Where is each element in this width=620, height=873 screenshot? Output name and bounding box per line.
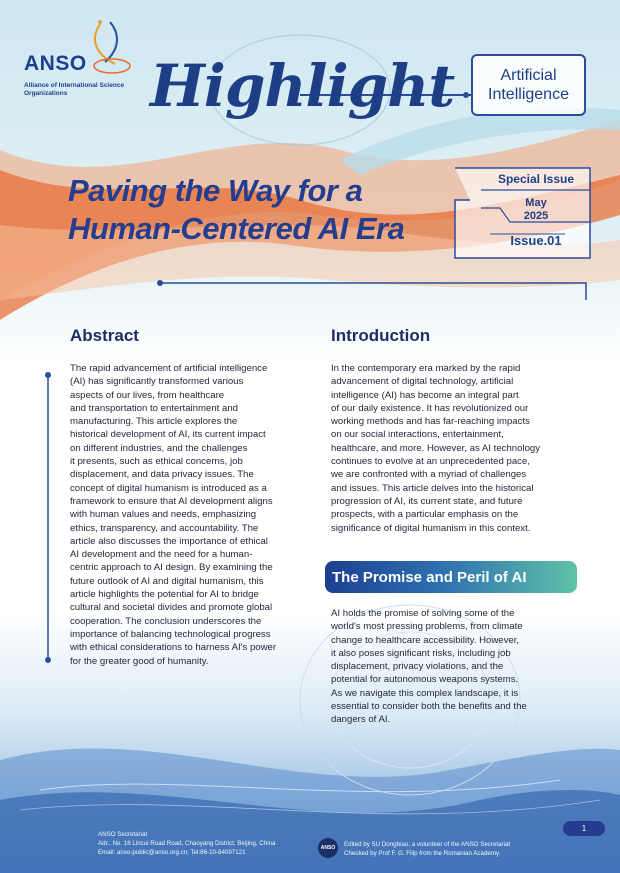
text-line: centric approach to AI design. By examining the <box>70 562 273 574</box>
text-line: aspects of our lives, from healthcare <box>70 389 225 401</box>
footer-credits <box>344 840 510 858</box>
title-line-1: Paving the Way for a <box>68 173 363 208</box>
topic-box <box>471 54 586 116</box>
footer-contact-line: Email: anso-public@anso.org.cn; Tel:86-10-84097121 <box>98 849 246 856</box>
text-line: we are confronted with a myriad of challenges <box>331 469 527 481</box>
topic-line-1: Artificial <box>500 67 557 84</box>
text-line: of our daily existence. It has revolutionized our <box>331 402 529 414</box>
promise-heading: The Promise and Peril of AI <box>332 568 527 586</box>
issue-year: 2025 <box>523 210 549 222</box>
page-number: 1 <box>563 821 605 836</box>
text-line: (AI) has significantly transformed various <box>70 376 244 388</box>
text-line: with ethical considerations to harness AI's power <box>70 642 277 654</box>
text-line: future outlook of AI and digital humanism, this <box>70 575 264 587</box>
footer-editor: Edited by SU Dongbiao, a volunteer of the ANSO Secretariat <box>344 841 511 848</box>
text-line: for the greater good of humanity. <box>70 655 209 667</box>
text-line: AI development and the need for a human- <box>70 549 253 561</box>
text-line: healthcare, and more. However, as AI technology <box>331 442 541 454</box>
text-line: concept of digital humanism is introduced as a <box>70 482 267 494</box>
text-line: displacement, and data privacy issues. The <box>70 469 254 481</box>
text-line: continues to evolve at an unprecedented pace, <box>331 456 530 468</box>
text-line: on our social interactions, entertainment, <box>331 429 504 441</box>
issue-box <box>481 170 591 256</box>
text-line: manufacturing. This article explores the <box>70 416 238 428</box>
text-line: cooperation. The conclusion underscores the <box>70 615 262 627</box>
title-line-2: Human-Centered AI Era <box>68 211 405 246</box>
text-line: and issues. This article delves into the historical <box>331 482 534 494</box>
text-line: world's most pressing problems, from climate <box>331 621 523 633</box>
abstract-heading: Abstract <box>70 326 139 345</box>
text-line: prospects, with a particular emphasis on the <box>331 509 519 521</box>
introduction-body <box>331 362 571 535</box>
text-line: dangers of AI. <box>331 714 391 726</box>
text-line: change to healthcare accessibility. However, <box>331 634 520 646</box>
footer-checker: Checked by Prof F. G. Filip from the Romanian Academy. <box>344 850 501 857</box>
footer-logo: ANSO <box>318 838 338 858</box>
text-line: cultural and societal divides and promote global <box>70 602 273 614</box>
text-line: importance of balancing technological progress <box>70 628 271 640</box>
text-line: significance of digital humanism in this context. <box>331 522 531 534</box>
topic-line-2: Intelligence <box>488 86 569 103</box>
text-line: it also poses significant risks, including job <box>331 647 511 659</box>
footer-secretariat: ANSO Secretariat <box>98 831 148 838</box>
promise-body <box>331 607 571 727</box>
promise-banner <box>325 561 577 593</box>
text-line: ethics, transparency, and accountability. The <box>70 522 259 534</box>
text-line: The rapid advancement of artificial intelligence <box>70 363 268 374</box>
text-line: intelligence (AI) has become an integral part <box>331 389 519 401</box>
text-line: and transportation to entertainment and <box>70 402 239 414</box>
text-line: In the contemporary era marked by the rapid <box>331 363 521 374</box>
logo-subtitle: Alliance of International Science Organizations <box>24 82 125 97</box>
issue-month: May <box>525 197 547 209</box>
text-line: historical development of AI, its current impact <box>70 429 266 441</box>
series-title: Highlight <box>150 52 455 120</box>
abstract-body <box>70 362 310 668</box>
text-line: it presents, such as ethical concerns, job <box>70 456 243 468</box>
text-line: progression of AI, its current state, and future <box>331 495 523 507</box>
issue-special: Special Issue <box>497 172 575 186</box>
text-line: article highlights the potential for AI to bridge <box>70 589 259 601</box>
text-line: potential for autonomous weapons systems. <box>331 674 519 686</box>
footer-contact <box>98 830 275 857</box>
article-title <box>68 172 404 248</box>
text-line: displacement, privacy violations, and the <box>331 661 504 673</box>
text-line: advancement of digital technology, artificial <box>331 376 514 388</box>
text-line: article also discusses the importance of ethical <box>70 535 268 547</box>
issue-number: Issue.01 <box>510 233 562 248</box>
text-line: As we navigate this complex landscape, it is <box>331 687 519 699</box>
text-line: working methods and has far-reaching impacts <box>331 416 530 428</box>
footer-address: Adr.: No. 16 Lincui Road Road, Chaoyang District, Beijing, China <box>98 840 276 847</box>
text-line: on different industries, and the challenges <box>70 442 248 454</box>
text-line: essential to consider both the benefits and the <box>331 701 527 713</box>
text-line: framework to ensure that AI development aligns <box>70 495 273 507</box>
introduction-heading: Introduction <box>331 326 431 345</box>
text-line: with human values and needs, emphasizing <box>70 509 257 521</box>
logo-name: ANSO <box>24 52 87 75</box>
text-line: AI holds the promise of solving some of the <box>331 608 515 619</box>
